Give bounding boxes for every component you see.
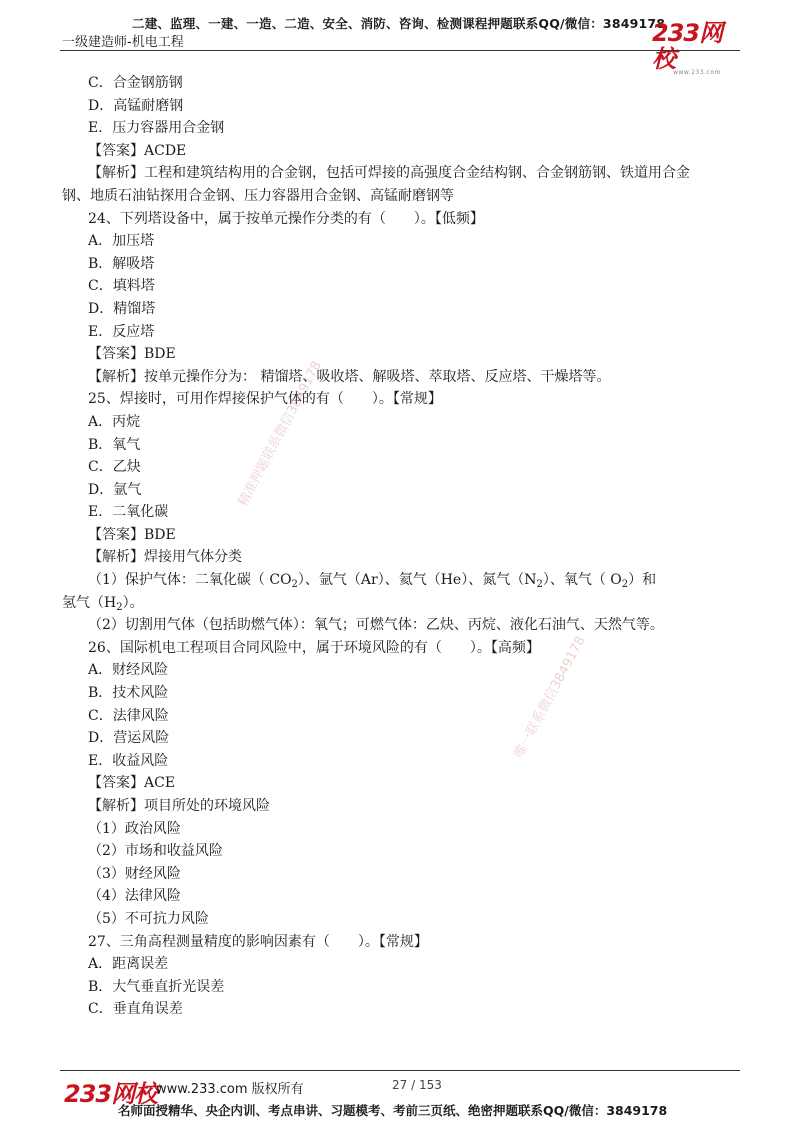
option-line: A．距离误差 xyxy=(88,956,169,973)
option-line: B．技术风险 xyxy=(88,685,169,702)
answer-line: 【答案】ACDE xyxy=(88,142,187,159)
option-line: C．填料塔 xyxy=(88,278,155,295)
option-line: D．营运风险 xyxy=(88,730,170,747)
option-line: D．氩气 xyxy=(88,481,142,498)
header-divider xyxy=(60,50,740,51)
answer-line: 【答案】BDE xyxy=(88,346,176,363)
header-ad-line: 二建、监理、一建、一造、二造、安全、消防、咨询、检测课程押题联系QQ/微信：3849178 xyxy=(132,16,666,31)
analysis-line: 【解析】项目所处的环境风险 xyxy=(88,798,270,814)
logo-text: 233网校 xyxy=(652,19,723,73)
option-line: C．乙炔 xyxy=(88,459,141,476)
watermark: 唯一联系微信3849178 xyxy=(511,633,589,761)
risk-list-item: （5）不可抗力风险 xyxy=(88,910,209,927)
document-body xyxy=(62,72,740,1021)
page-number: 27 / 153 xyxy=(392,1078,442,1092)
option-line: E．二氧化碳 xyxy=(88,504,169,521)
header-doc-title: 一级建造师-机电工程 xyxy=(62,35,184,50)
question-27: 27、三角高程测量精度的影响因素有（ ）。【常规】 xyxy=(88,933,428,950)
option-line: D．高锰耐磨钢 xyxy=(88,97,184,114)
option-line: E．反应塔 xyxy=(88,323,155,340)
watermark: 精准押题联系微信3849178 xyxy=(235,358,325,509)
option-line: B．大气垂直折光误差 xyxy=(88,978,225,995)
brand-logo xyxy=(652,19,742,76)
option-line: A．财经风险 xyxy=(88,662,169,679)
footer-divider xyxy=(60,1070,740,1071)
question-26: 26、国际机电工程项目合同风险中，属于环境风险的有（ ）。【高频】 xyxy=(88,639,540,656)
analysis-line: 【解析】工程和建筑结构用的合金钢，包括可焊接的高强度合金结构钢、合金钢筋钢、铁道用合金 xyxy=(88,165,690,182)
option-line: E．收益风险 xyxy=(88,752,169,769)
footer-ad-line: 名师面授精华、央企内训、考点串讲、习题模考、考前三页纸、绝密押题联系QQ/微信：3849178 xyxy=(118,1103,668,1118)
option-line: A．丙烷 xyxy=(88,413,141,430)
risk-list-item: （4）法律风险 xyxy=(88,888,181,905)
risk-list-item: （1）政治风险 xyxy=(88,820,181,837)
option-line: B．氧气 xyxy=(88,436,141,453)
analysis-line-cont: 钢、地质石油钻探用合金钢、压力容器用合金钢、高锰耐磨钢等 xyxy=(62,187,454,204)
cutting-gas-line: （2）切割用气体（包括助燃气体）：氧气；可燃气体：乙炔、丙烷、液化石油气、天然气等。 xyxy=(88,617,664,634)
risk-list-item: （3）财经风险 xyxy=(88,865,181,882)
footer-logo: 233网校 xyxy=(64,1080,158,1108)
analysis-line: 【解析】焊接用气体分类 xyxy=(88,549,242,566)
option-line: B．解吸塔 xyxy=(88,255,155,272)
option-line: E．压力容器用合金钢 xyxy=(88,120,225,137)
protective-gas-line-cont: 氢气$(H_2)$。 xyxy=(62,594,144,613)
option-line: C．合金钢筋钢 xyxy=(88,75,183,91)
logo-subtext: www.233.com xyxy=(673,69,721,76)
option-line: C．法律风险 xyxy=(88,707,169,724)
footer-copyright: www.233.com 版权所有 xyxy=(156,1082,304,1097)
answer-line: 【答案】BDE xyxy=(88,526,176,543)
question-25: 25、焊接时，可用作焊接保护气体的有（ ）。【常规】 xyxy=(88,391,442,408)
analysis-line: 【解析】按单元操作分为： 精馏塔、吸收塔、解吸塔、萃取塔、反应塔、干燥塔等。 xyxy=(88,368,611,385)
protective-gas-line: （1）保护气体：二氧化碳（ $CO_2$）、氩气（Ar）、氦气（He）、氮气$(N_2)$、氧气（ $O_2$）和 xyxy=(88,572,657,591)
option-line: A．加压塔 xyxy=(88,233,155,250)
option-line: C．垂直角误差 xyxy=(88,1001,183,1018)
question-24: 24、下列塔设备中，属于按单元操作分类的有（ ）。【低频】 xyxy=(88,210,484,227)
risk-list-item: （2）市场和收益风险 xyxy=(88,843,223,860)
option-line: D．精馏塔 xyxy=(88,300,156,317)
answer-line: 【答案】ACE xyxy=(88,775,176,792)
